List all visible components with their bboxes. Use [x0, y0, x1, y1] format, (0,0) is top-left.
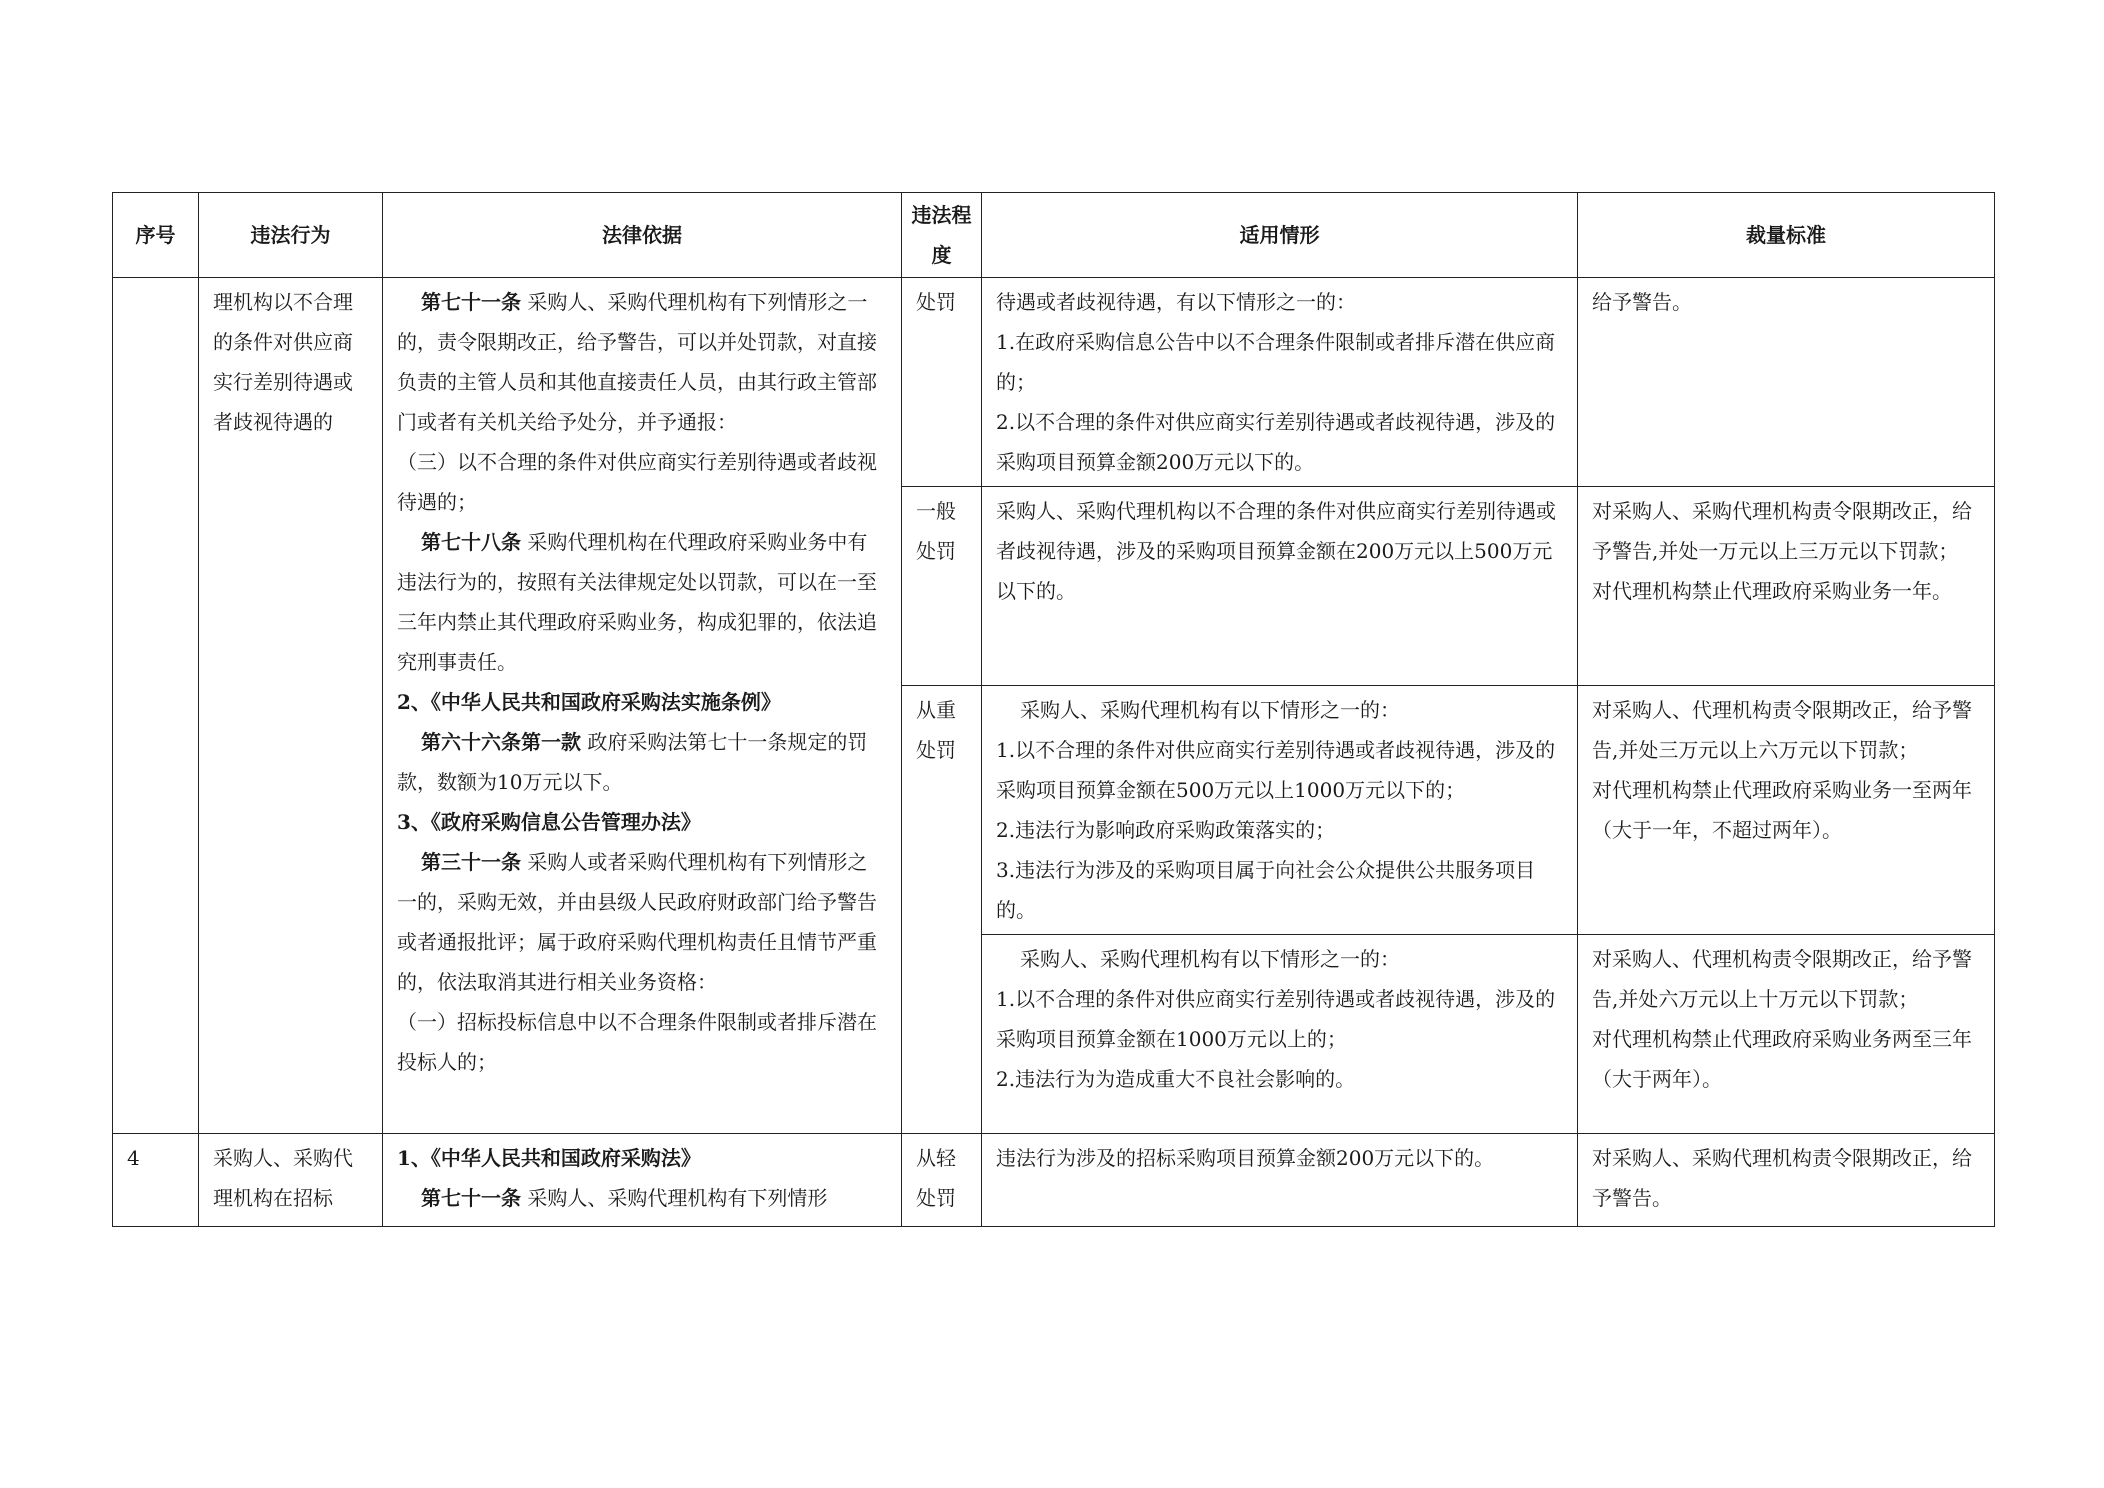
situation-cell	[982, 935, 1578, 1134]
degree-cell: 一般处罚	[902, 487, 982, 686]
legal-paragraph	[397, 722, 887, 802]
article-label: 第三十一条	[421, 850, 521, 874]
legal-paragraph	[397, 842, 887, 1002]
situation-line: 3.违法行为涉及的采购项目属于向社会公众提供公共服务项目的。	[996, 858, 1536, 922]
header-situation: 适用情形	[982, 193, 1578, 278]
situation-line: 采购人、采购代理机构以不合理的条件对供应商实行差别待遇或者歧视待遇，涉及的采购项目预算金额在200万元以上500万元以下的。	[996, 499, 1556, 603]
article-label: 第七十一条	[421, 1186, 521, 1210]
situation-line: 违法行为涉及的招标采购项目预算金额200万元以下的。	[996, 1146, 1495, 1170]
article-label: 第七十八条	[421, 530, 521, 554]
situation-line: 2.违法行为影响政府采购政策落实的；	[996, 818, 1336, 842]
situation-line: 待遇或者歧视待遇，有以下情形之一的：	[996, 290, 1356, 314]
table-row	[113, 1134, 1995, 1227]
situation-line: 1.以不合理的条件对供应商实行差别待遇或者歧视待遇，涉及的采购项目预算金额在500万元以上1000万元以下的；	[996, 738, 1556, 802]
penalty-discretion-table	[112, 192, 1995, 1227]
article-text: 政府采购法第七十一条规定的罚款，数额为10万元以下。	[397, 730, 868, 794]
legal-basis-cell	[383, 278, 902, 1134]
legal-paragraph	[397, 522, 887, 682]
situation-line: 采购人、采购代理机构有以下情形之一的：	[1020, 698, 1400, 722]
situation-cell	[982, 1134, 1578, 1227]
article-text: 采购代理机构在代理政府采购业务中有违法行为的，按照有关法律规定处以罚款，可以在一至三年内禁止其代理政府采购业务，构成犯罪的，依法追究刑事责任。	[397, 530, 877, 674]
header-degree: 违法程度	[902, 193, 982, 278]
header-standard: 裁量标准	[1578, 193, 1995, 278]
situation-cell	[982, 487, 1578, 686]
degree-cell: 从轻处罚	[902, 1134, 982, 1227]
legal-paragraph	[397, 1178, 887, 1218]
standard-line: 给予警告。	[1592, 290, 1692, 314]
situation-line: 2.违法行为为造成重大不良社会影响的。	[996, 1067, 1356, 1091]
seq-cell: 4	[113, 1134, 199, 1227]
table-row	[113, 278, 1995, 487]
article-label: 第六十六条第一款	[421, 730, 581, 754]
violation-behavior-cell: 采购人、采购代理机构在招标	[199, 1134, 383, 1227]
situation-line: 2.以不合理的条件对供应商实行差别待遇或者歧视待遇，涉及的采购项目预算金额200万元以下的。	[996, 410, 1556, 474]
header-seq: 序号	[113, 193, 199, 278]
header-legal-basis: 法律依据	[383, 193, 902, 278]
degree-cell: 从重处罚	[902, 686, 982, 1134]
article-text: 采购人、采购代理机构有下列情形之一的，责令限期改正，给予警告，可以并处罚款，对直接负责的主管人员和其他直接责任人员，由其行政主管部门或者有关机关给予处分，并予通报：	[397, 290, 877, 434]
legal-basis-cell	[383, 1134, 902, 1227]
degree-cell: 处罚	[902, 278, 982, 487]
header-behavior: 违法行为	[199, 193, 383, 278]
standard-line: 对采购人、代理机构责令限期改正，给予警告,并处六万元以上十万元以下罚款；	[1592, 947, 1972, 1011]
standard-cell	[1578, 278, 1995, 487]
situation-line: 1.以不合理的条件对供应商实行差别待遇或者歧视待遇，涉及的采购项目预算金额在1000万元以上的；	[996, 987, 1556, 1051]
standard-line: 对采购人、代理机构责令限期改正，给予警告,并处三万元以上六万元以下罚款；	[1592, 698, 1972, 762]
table-header-row	[113, 193, 1995, 278]
law-heading: 3、《政府采购信息公告管理办法》	[397, 810, 701, 834]
seq-cell	[113, 278, 199, 1134]
law-heading: 1、《中华人民共和国政府采购法》	[397, 1146, 701, 1170]
situation-line: 采购人、采购代理机构有以下情形之一的：	[1020, 947, 1400, 971]
standard-line: 对代理机构禁止代理政府采购业务一年。	[1592, 579, 1952, 603]
standard-line: 对采购人、采购代理机构责令限期改正，给予警告。	[1592, 1146, 1972, 1210]
standard-cell	[1578, 935, 1995, 1134]
legal-paragraph	[397, 282, 887, 442]
standard-line: 对采购人、采购代理机构责令限期改正，给予警告,并处一万元以上三万元以下罚款；	[1592, 499, 1972, 563]
standard-cell	[1578, 487, 1995, 686]
situation-cell	[982, 278, 1578, 487]
article-text: 采购人、采购代理机构有下列情形	[521, 1186, 828, 1210]
standard-cell	[1578, 1134, 1995, 1227]
legal-paragraph: （三）以不合理的条件对供应商实行差别待遇或者歧视待遇的；	[397, 450, 877, 514]
standard-cell	[1578, 686, 1995, 935]
legal-paragraph: （一）招标投标信息中以不合理条件限制或者排斥潜在投标人的；	[397, 1010, 877, 1074]
standard-line: 对代理机构禁止代理政府采购业务一至两年（大于一年，不超过两年）。	[1592, 778, 1972, 842]
law-heading: 2、《中华人民共和国政府采购法实施条例》	[397, 690, 781, 714]
situation-cell	[982, 686, 1578, 935]
standard-line: 对代理机构禁止代理政府采购业务两至三年（大于两年）。	[1592, 1027, 1972, 1091]
violation-behavior-cell: 理机构以不合理的条件对供应商实行差别待遇或者歧视待遇的	[199, 278, 383, 1134]
situation-line: 1.在政府采购信息公告中以不合理条件限制或者排斥潜在供应商的；	[996, 330, 1556, 394]
article-text: 采购人或者采购代理机构有下列情形之一的，采购无效，并由县级人民政府财政部门给予警告或者通报批评；属于政府采购代理机构责任且情节严重的，依法取消其进行相关业务资格：	[397, 850, 877, 994]
article-label: 第七十一条	[421, 290, 521, 314]
